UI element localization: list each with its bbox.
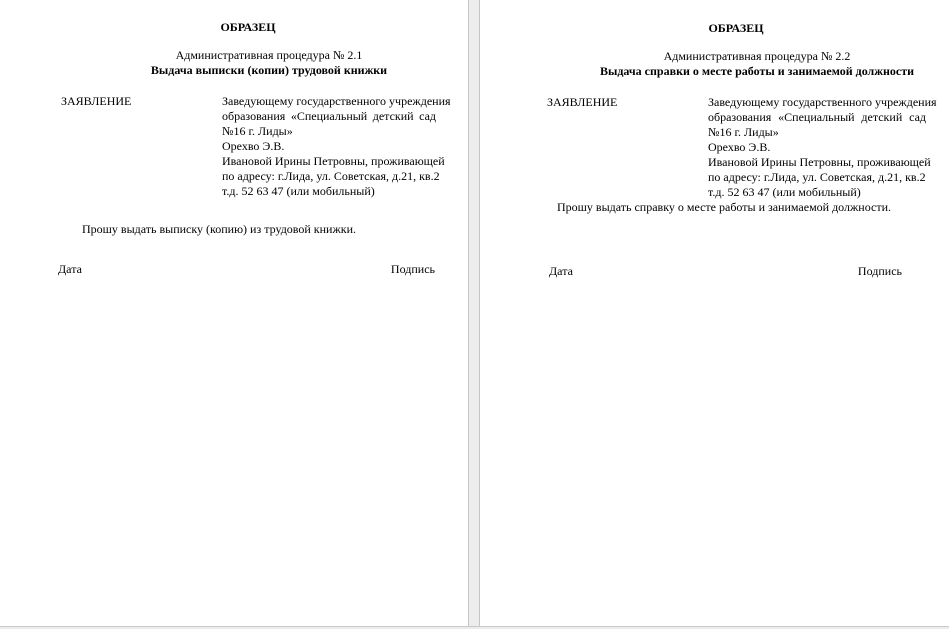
recipient-line: т.д. 52 63 47 (или мобильный) [708,185,861,199]
date-signature-row [549,264,902,279]
document-page-right[interactable] [479,0,949,626]
recipient-block [708,95,937,200]
recipient-line: по адресу: г.Лида, ул. Советская, д.21, кв.2 [708,170,926,184]
recipient-block [222,94,451,199]
application-label: ЗАЯВЛЕНИЕ [547,95,618,109]
page-gap-divider [469,0,479,626]
recipient-line: Орехво Э.В. [222,139,285,153]
sample-heading: ОБРАЗЕЦ [220,20,276,34]
signature-label: Подпись [390,262,435,276]
procedure-title: Выдача выписки (копии) трудовой книжки [150,63,388,77]
signature-label: Подпись [857,264,902,278]
recipient-line: №16 г. Лиды» [708,125,779,139]
recipient-line: образования «Специальный детский сад [222,109,436,123]
recipient-line: т.д. 52 63 47 (или мобильный) [222,184,375,198]
procedure-number: Административная процедура № 2.2 [663,49,851,63]
request-line: Прошу выдать справку о месте работы и занимаемой должности. [557,200,892,214]
date-label: Дата [549,264,573,278]
date-label: Дата [58,262,82,276]
recipient-line: Ивановой Ирины Петровны, проживающей [708,155,931,169]
request-line: Прошу выдать выписку (копию) из трудовой книжки. [82,222,357,236]
document-page-left[interactable] [0,0,469,626]
recipient-line: образования «Специальный детский сад [708,110,926,124]
application-label: ЗАЯВЛЕНИЕ [61,94,132,108]
date-signature-row [58,262,435,277]
procedure-title: Выдача справки о месте работы и занимаемой должности [599,64,915,78]
recipient-line: Заведующему государственного учреждения [222,94,451,108]
recipient-line: Ивановой Ирины Петровны, проживающей [222,154,445,168]
recipient-line: Орехво Э.В. [708,140,771,154]
recipient-line: Заведующему государственного учреждения [708,95,937,109]
recipient-line: №16 г. Лиды» [222,124,293,138]
sample-heading: ОБРАЗЕЦ [708,21,764,35]
recipient-line: по адресу: г.Лида, ул. Советская, д.21, кв.2 [222,169,440,183]
procedure-number: Административная процедура № 2.1 [175,48,363,62]
